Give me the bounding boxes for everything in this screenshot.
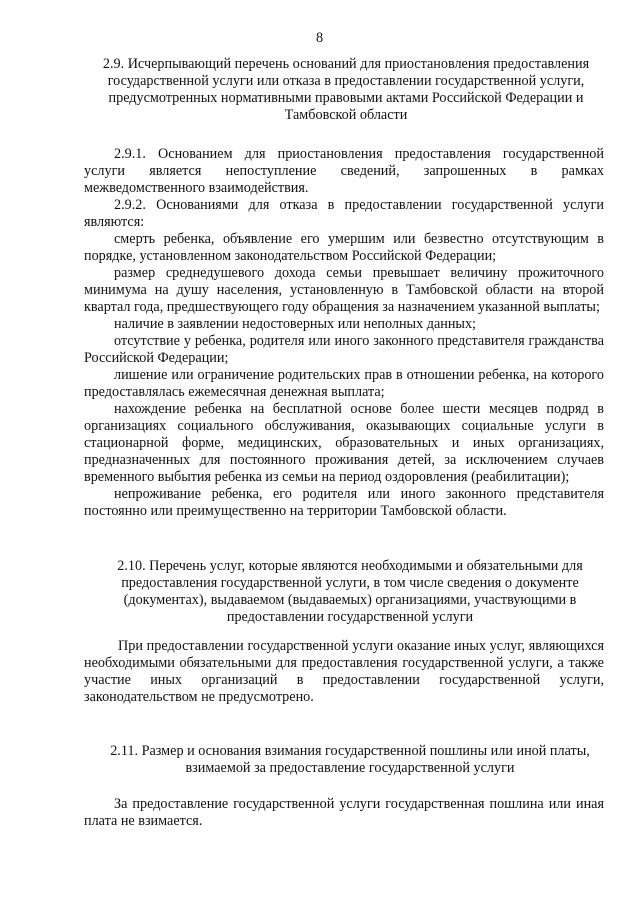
section-heading: 2.11. Размер и основания взимания государственной пошлины или иной платы, взимаемой за предоставление государственной услуги	[110, 743, 590, 776]
paragraph: нахождение ребенка на бесплатной основе более шести месяцев подряд в организациях социального обслуживания, оказывающих социальные услуги в стационарной форме, медицинских, образовательных и иных организациях, предназначенных для постоянного проживания детей, за исключением случаев временного выбытия ребенка из семьи на период оздоровления (реабилитации);	[84, 401, 604, 485]
paragraph: За предоставление государственной услуги государственная пошлина или иная плата не взимается.	[84, 796, 604, 829]
paragraph: 2.9.1. Основанием для приостановления предоставления государственной услуги является непоступление сведений, запрошенных в рамках межведомственного взаимодействия.	[84, 146, 604, 196]
paragraph: наличие в заявлении недостоверных или неполных данных;	[114, 316, 477, 332]
page-number: 8	[315, 30, 324, 46]
paragraph: 2.9.2. Основаниями для отказа в предоставлении государственной услуги являются:	[84, 197, 604, 230]
section-heading: 2.9. Исчерпывающий перечень оснований для приостановления предоставления государственной услуги или отказа в предоставлении государственной услуги, предусмотренных нормативными правовыми актами Российской Федерации и Тамбовской области	[102, 56, 590, 123]
section-2-11-body	[84, 796, 604, 830]
section-heading: 2.10. Перечень услуг, которые являются необходимыми и обязательными для предоставления государственной услуги, в том числе сведения о документе (документах), выдаваемом (выдаваемых) организациями, участвующими в предоставлении государственной услуги	[117, 558, 583, 625]
section-2-9-heading	[96, 56, 596, 124]
paragraph: отсутствие у ребенка, родителя или иного законного представителя гражданства Российской Федерации;	[84, 333, 604, 366]
section-2-10-body	[84, 638, 604, 706]
section-2-11-heading	[104, 743, 596, 777]
paragraph: лишение или ограничение родительских прав в отношении ребенка, на которого предоставлялась ежемесячная денежная выплата;	[84, 367, 604, 400]
paragraph: смерть ребенка, объявление его умершим или безвестно отсутствующим в порядке, установленном законодательством Российской Федерации;	[84, 231, 604, 264]
section-2-10-heading	[104, 558, 596, 626]
paragraph: При предоставлении государственной услуги оказание иных услуг, являющихся необходимыми обязательными для предоставления государственной услуги, а также участие иных организаций в предоставлении государственной услуги, законодательством не предусмотрено.	[84, 638, 604, 705]
paragraph: размер среднедушевого дохода семьи превышает величину прожиточного минимума на душу населения, установленную в Тамбовской области на второй квартал года, предшествующего году обращения за назначением указанной выплаты;	[84, 265, 604, 315]
paragraph: непроживание ребенка, его родителя или иного законного представителя постоянно или преимущественно на территории Тамбовской области.	[84, 486, 604, 519]
section-2-9-body	[84, 146, 604, 520]
